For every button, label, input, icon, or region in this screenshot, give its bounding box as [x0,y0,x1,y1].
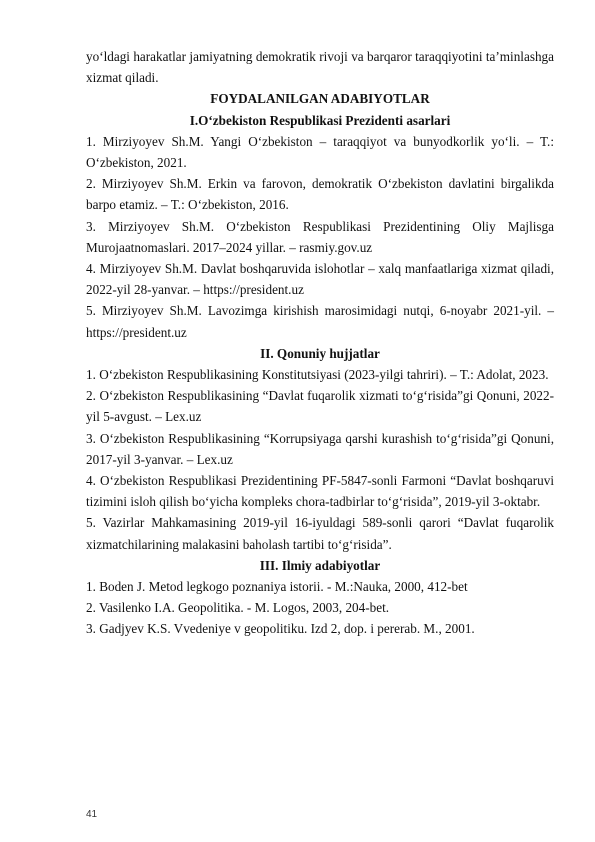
reference-item: 5. Vazirlar Mahkamasining 2019-yil 16-iyuldagi 589-sonli qarori “Davlat fuqarolik xizmatchilarining malakasini baholash tartibi to‘g‘risida”. [86,515,554,552]
reference-item: 4. Mirziyoyev Sh.M. Davlat boshqaruvida islohotlar – xalq manfaatlariga xizmat qiladi, 2022-yil 28-yanvar. – https://president.uz [86,261,554,298]
reference-item: 1. Mirziyoyev Sh.M. Yangi O‘zbekiston – taraqqiyot va bunyodkorlik yo‘li. – T.: O‘zbekiston, 2021. [86,133,554,171]
page-number: 41 [86,809,98,820]
section-heading-president-works: I.O‘zbekiston Respublikasi Prezidenti asarlari [189,112,451,128]
reference-item: 4. O‘zbekiston Respublikasi Prezidentining PF-5847-sonli Farmoni “Davlat boshqaruvi tizimini isloh qilish bo‘yicha kompleks chora-tadbirlar to‘g‘risida”, 2019-yil 3-oktabr. [86,473,554,510]
reference-item: 3. Gadjyev K.S. Vvedeniye v geopolitiku. Izd 2, dop. i pererab. M., 2001. [86,621,475,637]
reference-item: 2. O‘zbekiston Respublikasining “Davlat fuqarolik xizmati to‘g‘risida”gi Qonuni, 2022-yil 5-avgust. – Lex.uz [86,388,554,425]
reference-item: 3. O‘zbekiston Respublikasining “Korrupsiyaga qarshi kurashish to‘g‘risida”gi Qonuni, 2017-yil 3-yanvar. – Lex.uz [86,430,554,467]
reference-item: 3. Mirziyoyev Sh.M. O‘zbekiston Respublikasi Prezidentining Oliy Majlisga Murojaatnomaslari. 2017–2024 yillar. – rasmiy.gov.uz [86,218,554,255]
reference-item: 5. Mirziyoyev Sh.M. Lavozimga kirishish marosimidagi nutqi, 6-noyabr 2021-yil. – https://president.uz [86,303,554,340]
section-heading-legal-documents: II. Qonuniy hujjatlar [260,345,380,361]
reference-item: 1. O‘zbekiston Respublikasining Konstitutsiyasi (2023-yilgi tahriri). – T.: Adolat, 2023. [86,367,549,383]
document-page [86,46,554,640]
section-heading-scientific-literature: III. Ilmiy adabiyotlar [259,557,381,573]
intro-paragraph: yo‘ldagi harakatlar jamiyatning demokratik rivoji va barqaror taraqqiyotini ta’minlashga xizmat qiladi. [86,49,554,86]
reference-item: 1. Boden J. Metod legkogo poznaniya istorii. - M.:Nauka, 2000, 412-bet [86,579,468,595]
reference-item: 2. Mirziyoyev Sh.M. Erkin va farovon, demokratik O‘zbekiston davlatini birgalikda barpo etamiz. – T.: O‘zbekiston, 2016. [86,176,554,213]
references-title: FOYDALANILGAN ADABIYOTLAR [210,91,430,107]
reference-item: 2. Vasilenko I.A. Geopolitika. - M. Logos, 2003, 204-bet. [86,600,390,616]
